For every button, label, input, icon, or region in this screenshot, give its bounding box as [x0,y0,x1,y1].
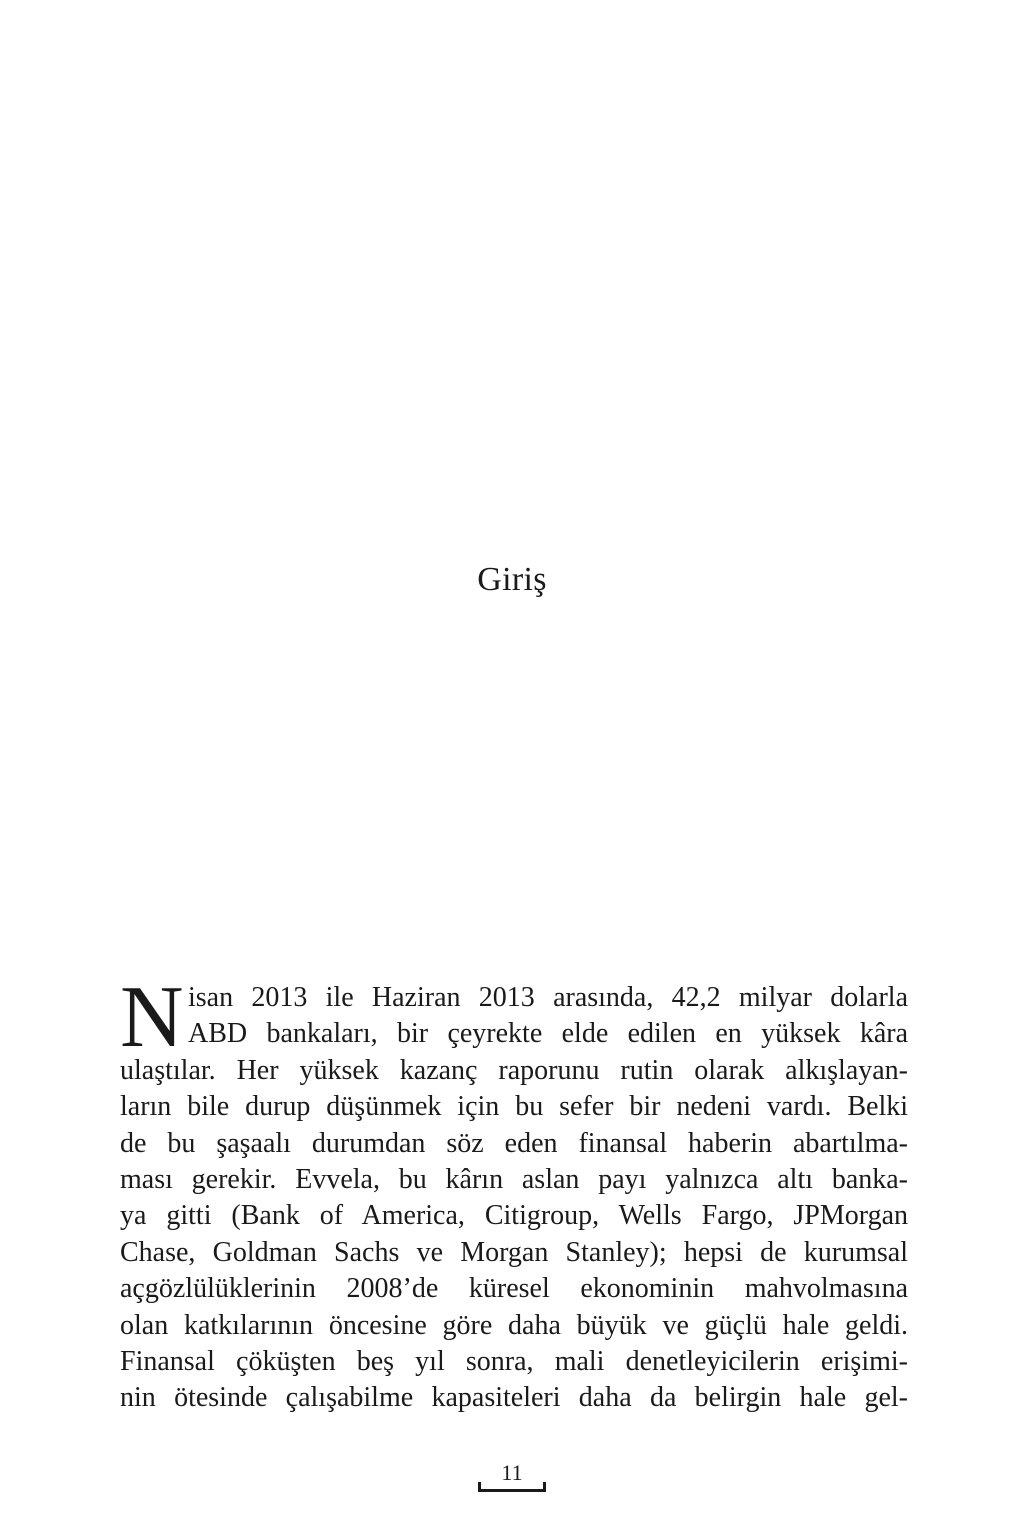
text-line: ların bile durup düşünmek için bu sefer bir nedeni vardı. Belki [120,1091,908,1123]
body-paragraph [120,969,908,1417]
text-line: Finansal çöküşten beş yıl sonra, mali denetleyicilerin erişimi- [120,1345,908,1377]
text-line: ulaştılar. Her yüksek kazanç raporunu rutin olarak alkışlayan- [120,1054,908,1086]
page-footer [0,1460,1024,1500]
text-line: nin ötesinde çalışabilme kapasiteleri daha da belirgin hale gel- [120,1382,908,1414]
page-number: 11 [501,1460,523,1485]
footer-rule-left-tick [478,1482,481,1492]
footer-rule [478,1489,546,1492]
text-line: olan katkılarının öncesine göre daha büyük ve güçlü hale geldi. [120,1309,908,1341]
footer-rule-right-tick [543,1482,546,1492]
text-line: açgözlülüklerinin 2008’de küresel ekonominin mahvolmasına [120,1273,908,1305]
text-line: ABD bankaları, bir çeyrekte elde edilen en yüksek kâra [188,1018,908,1050]
text-line: isan 2013 ile Haziran 2013 arasında, 42,2 milyar dolarla [188,982,908,1013]
text-line: ması gerekir. Evvela, bu kârın aslan payı yalnızca altı banka- [120,1163,908,1195]
drop-cap: N [120,969,184,1066]
text-line: ya gitti (Bank of America, Citigroup, Wells Fargo, JPMorgan [120,1200,908,1232]
text-line: Chase, Goldman Sachs ve Morgan Stanley); hepsi de kurumsal [120,1236,908,1268]
chapter-title: Giriş [477,561,547,598]
text-line: de bu şaşaalı durumdan söz eden finansal haberin abartılma- [120,1127,908,1159]
